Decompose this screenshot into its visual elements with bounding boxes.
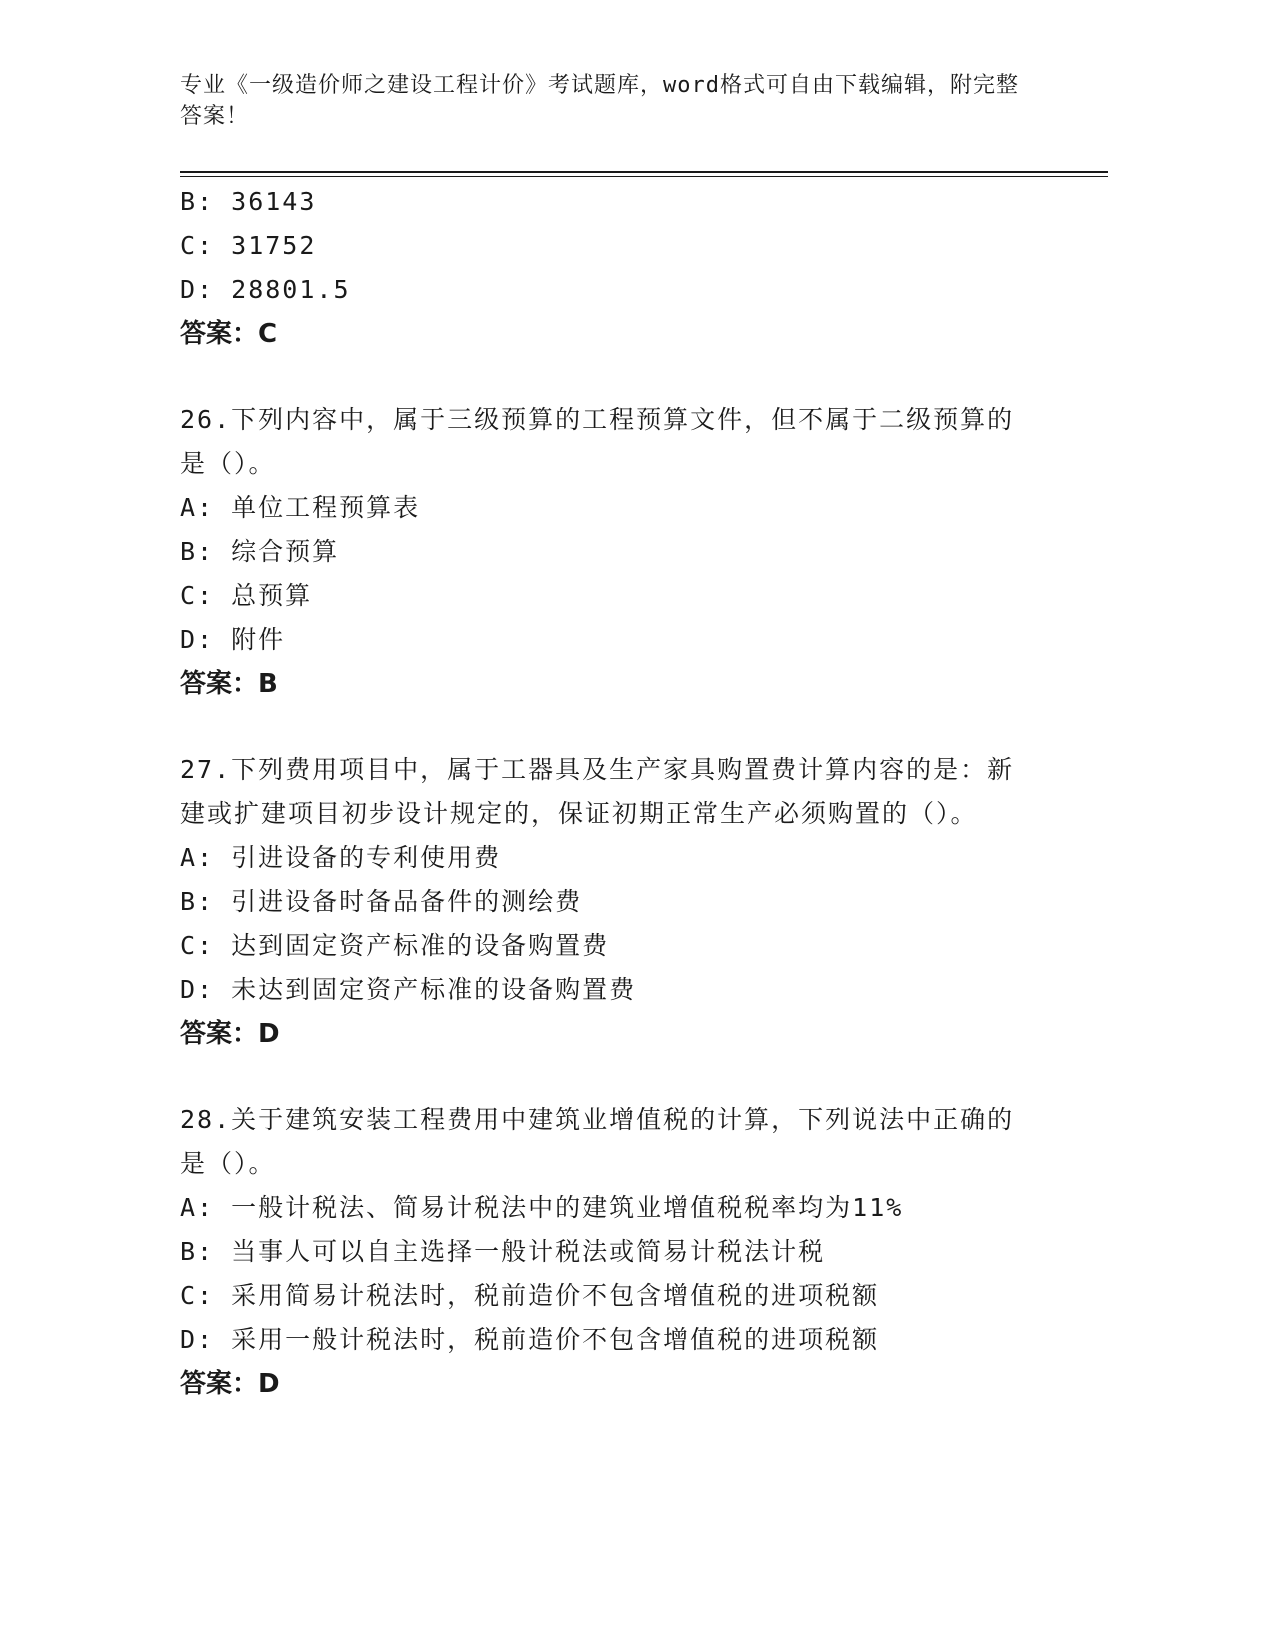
previous-question-tail — [180, 180, 1040, 356]
answer-label: 答案：C — [180, 319, 278, 349]
question-26 — [180, 398, 1040, 706]
spacer — [180, 706, 1040, 748]
option-d: D: 采用一般计税法时，税前造价不包含增值税的进项税额 — [180, 1325, 880, 1354]
document-header: 专业《一级造价师之建设工程计价》考试题库，word格式可自由下载编辑，附完整答案！ — [180, 73, 1019, 129]
question-content — [180, 180, 1040, 1406]
option-b: B: 36143 — [180, 187, 317, 216]
option-c: C: 31752 — [180, 231, 317, 260]
option-a: A: 单位工程预算表 — [180, 493, 421, 522]
answer-label: 答案：B — [180, 669, 278, 699]
question-text: 27.下列费用项目中，属于工器具及生产家具购置费计算内容的是：新建或扩建项目初步设计规定的，保证初期正常生产必须购置的（）。 — [180, 755, 1015, 828]
option-c: C: 总预算 — [180, 581, 313, 610]
header-divider-thick — [180, 171, 1108, 173]
question-text: 28.关于建筑安装工程费用中建筑业增值税的计算，下列说法中正确的是（）。 — [180, 1105, 1015, 1178]
option-b: B: 当事人可以自主选择一般计税法或简易计税法计税 — [180, 1237, 826, 1266]
option-d: D: 附件 — [180, 625, 286, 654]
option-b: B: 综合预算 — [180, 537, 340, 566]
option-b: B: 引进设备时备品备件的测绘费 — [180, 887, 583, 916]
option-c: C: 采用简易计税法时，税前造价不包含增值税的进项税额 — [180, 1281, 880, 1310]
question-text: 26.下列内容中，属于三级预算的工程预算文件，但不属于二级预算的是（）。 — [180, 405, 1015, 478]
option-a: A: 引进设备的专利使用费 — [180, 843, 502, 872]
spacer — [180, 356, 1040, 398]
question-27 — [180, 748, 1040, 1056]
spacer — [180, 1056, 1040, 1098]
question-28 — [180, 1098, 1040, 1406]
answer-label: 答案：D — [180, 1019, 280, 1049]
answer-label: 答案：D — [180, 1369, 280, 1399]
option-a: A: 一般计税法、简易计税法中的建筑业增值税税率均为11% — [180, 1193, 904, 1222]
option-d: D: 28801.5 — [180, 275, 351, 304]
option-c: C: 达到固定资产标准的设备购置费 — [180, 931, 610, 960]
header-divider-thin — [180, 176, 1108, 177]
option-d: D: 未达到固定资产标准的设备购置费 — [180, 975, 637, 1004]
